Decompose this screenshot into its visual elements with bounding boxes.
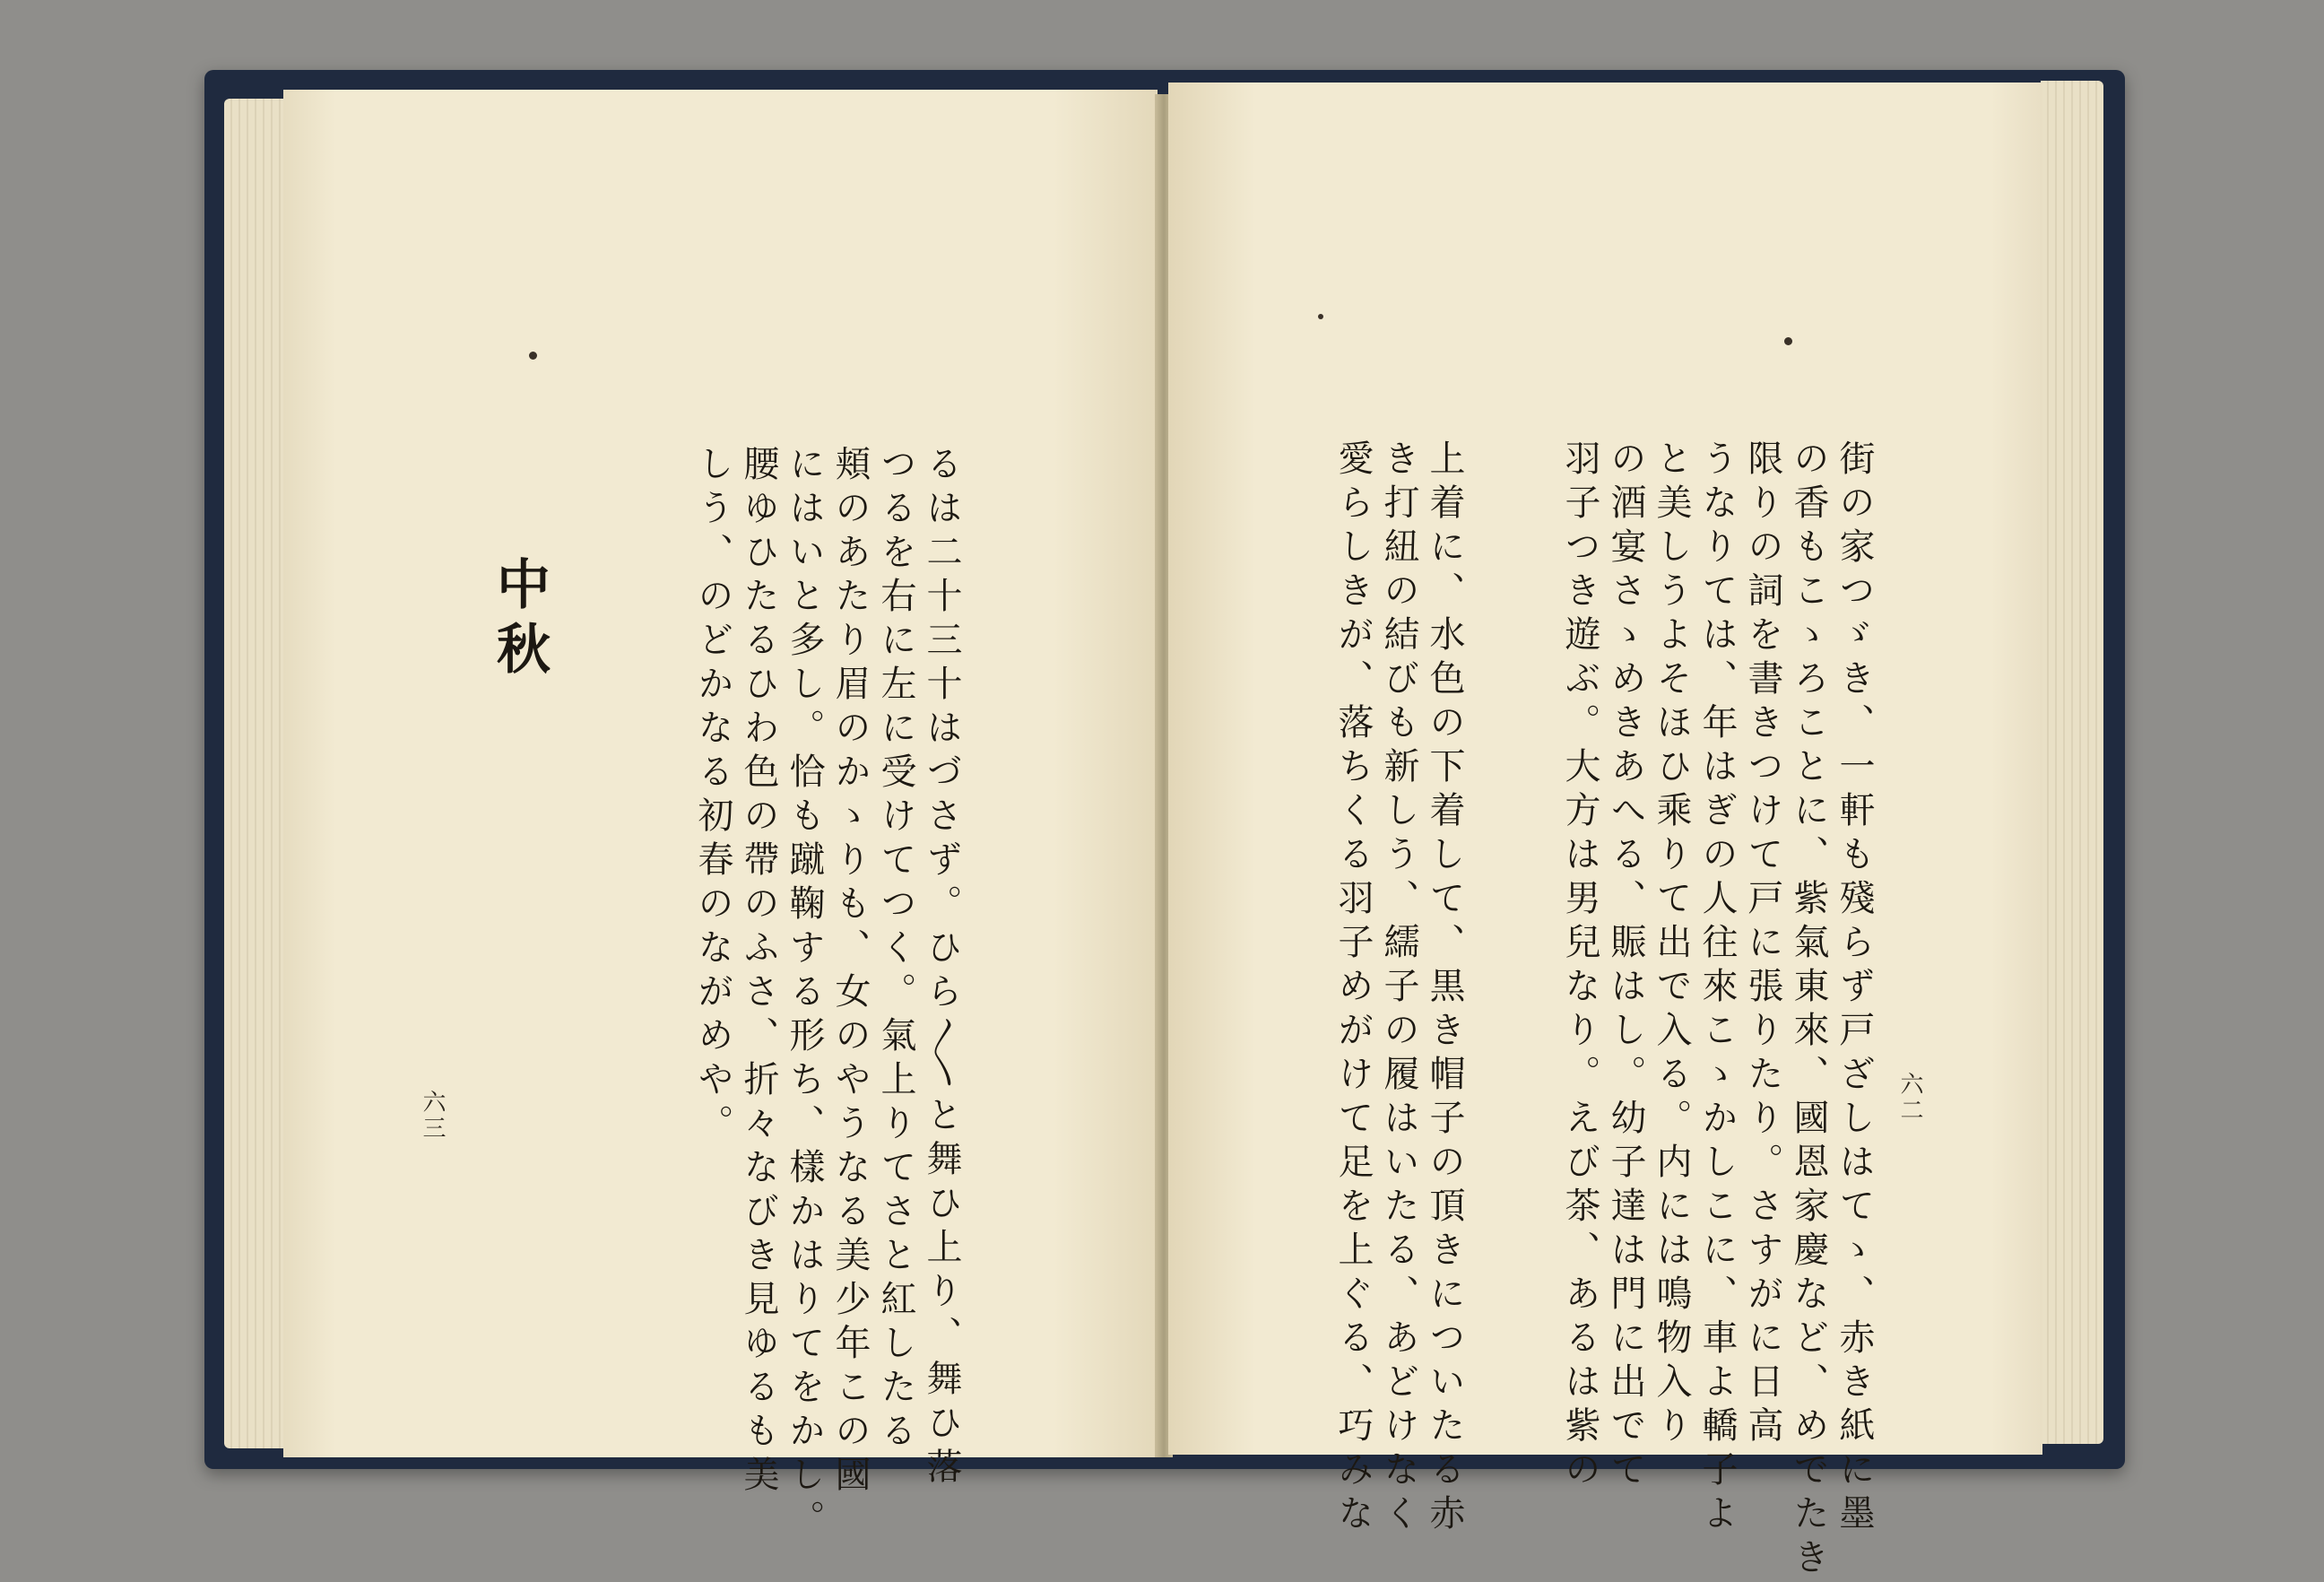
left-page-edges [224, 99, 287, 1448]
text-line: しう、のどかなる初春のながめや。 [692, 445, 733, 1148]
chapter-title: 中秋 [488, 556, 551, 685]
text-line: 限りの詞を書きつけて戸に張りたり。さすがに日高 [1742, 439, 1783, 1450]
page-number-left: 六三 [419, 1090, 446, 1142]
text-line: と美しうよそほひ乘りて出で入る。内には鳴物入り [1651, 439, 1692, 1450]
text-line: にはいと多し。恰も蹴鞠する形ち、樣かはりてをかし。 [784, 445, 825, 1543]
text-line: の香もこゝろことに、紫氣東來、國恩家慶など、めでたき [1788, 439, 1829, 1582]
text-line: 上着に、水色の下着して、黒き帽子の頂きについたる赤 [1424, 439, 1465, 1538]
page-number-right: 六二 [1896, 1072, 1923, 1124]
right-page-edges [2041, 81, 2103, 1444]
text-line: うなりては、年はぎの人往來こゝかしこに、車よ轎子よ [1696, 439, 1738, 1538]
text-line: き打紐の結びも新しう、繻子の履はいたる、あどけなく [1378, 439, 1419, 1538]
text-line: 腰ゆひたるひわ色の帶のふさ、折々なびき見ゆるも美 [738, 445, 779, 1499]
text-line: 愛らしきが、落ちくる羽子めがけて足を上ぐる、巧みな [1332, 439, 1374, 1538]
text-line: つるを右に左に受けてつく。氣上りてさと紅したる [875, 445, 916, 1456]
printed-dot [529, 352, 537, 360]
text-line: 羽子つき遊ぶ。大方は男兒なり。えび茶、あるは紫の [1559, 439, 1600, 1494]
text-line: るは二十三十はづさず。ひら〳〵と舞ひ上り、舞ひ落 [921, 445, 962, 1491]
text-line: 街の家つゞき、一軒も殘らず戸ざしはてゝ、赤き紙に墨 [1834, 439, 1875, 1538]
printed-dot [1784, 337, 1792, 345]
text-line: 頬のあたり眉のかゝりも、女のやうなる美少年この國 [829, 445, 871, 1499]
printed-dot [1318, 314, 1323, 319]
text-line: の酒宴さゝめきあへる、賑はし。幼子達は門に出でて [1605, 439, 1646, 1494]
